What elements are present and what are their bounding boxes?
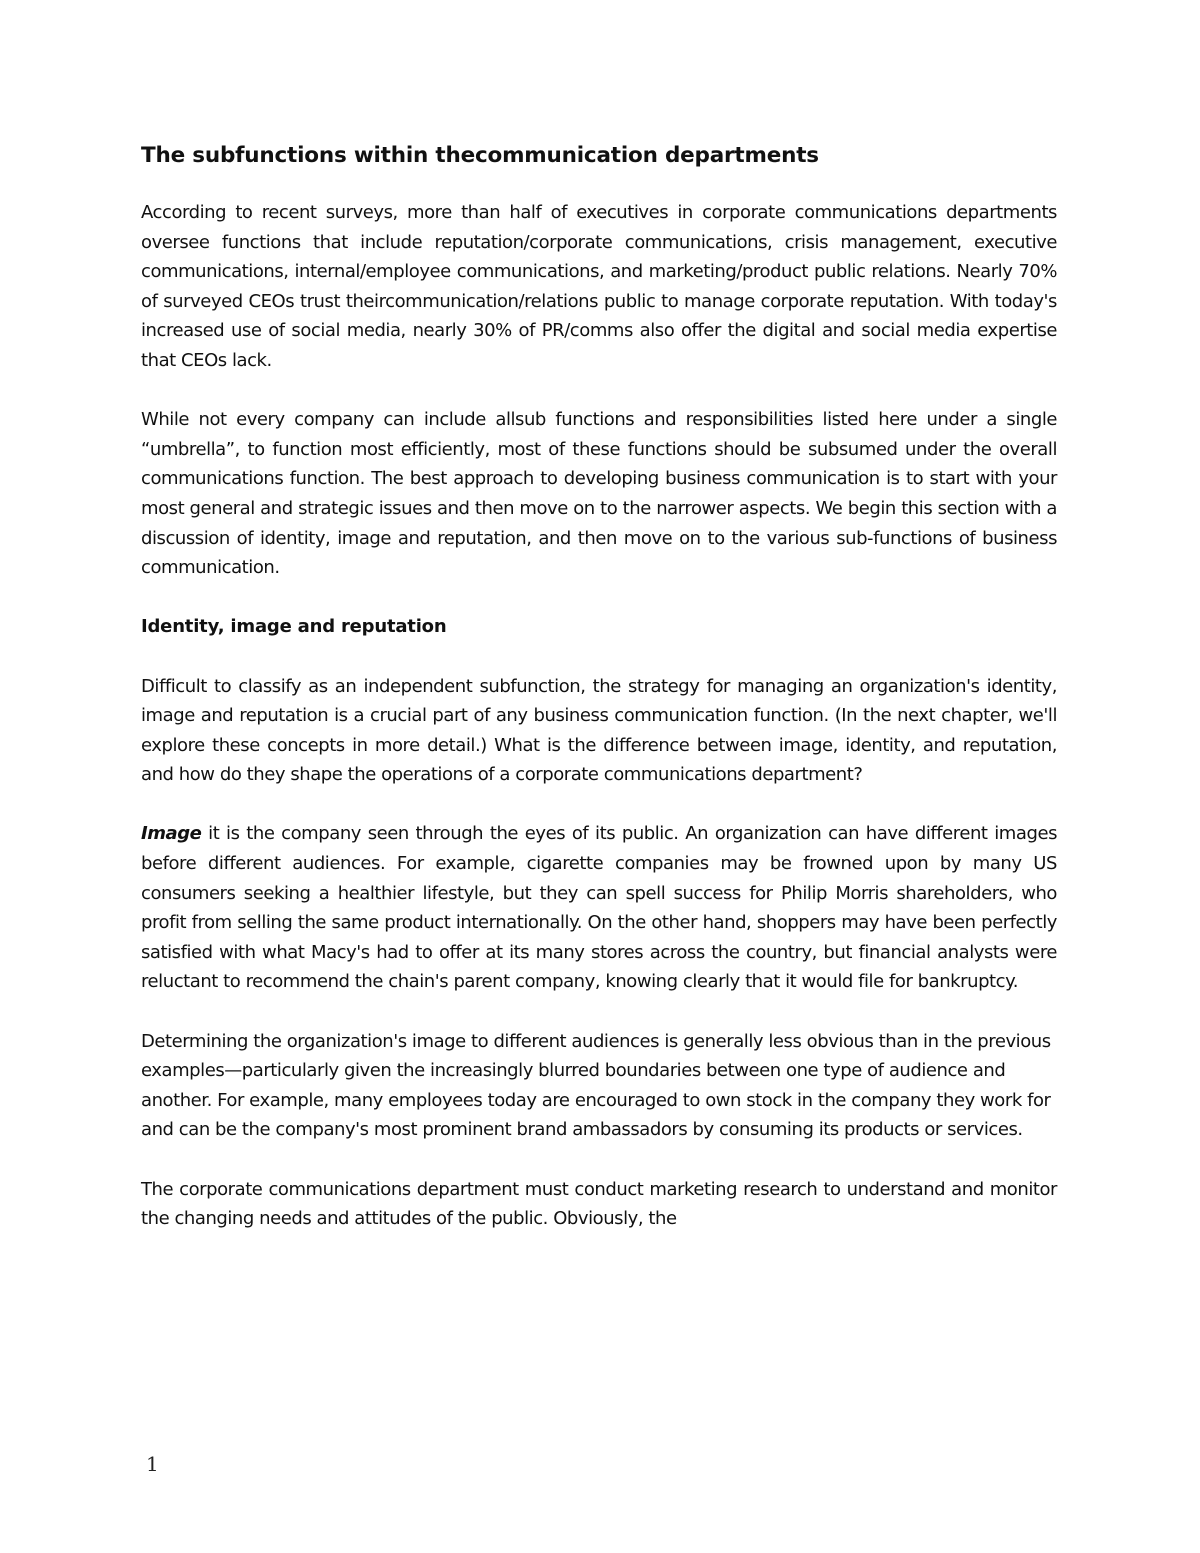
page-title: The subfunctions within thecommunication departments [141, 143, 819, 168]
section-paragraph-1: Difficult to classify as an independent subfunction, the strategy for managing an organization's identity, image and reputation is a crucial part of any business communication function. (In the next chapter, we'll explore these concepts in more detail.) What is the difference between image, identity, and reputation, and how do they shape the operations of a corporate communications department? [141, 675, 1057, 786]
page-content [141, 140, 1057, 1263]
image-paragraph [141, 819, 1057, 997]
image-term: Image [141, 823, 202, 845]
intro-paragraph-2: While not every company can include allsub functions and responsibilities listed here under a single “umbrella”, to function most efficiently, most of these functions should be subsumed under the overall communications function. The best approach to developing business communication is to start with your most general and strategic issues and then move on to the narrower aspects. We begin this section with a discussion of identity, image and reputation, and then move on to the various sub-functions of business communication. [141, 409, 1057, 579]
intro-paragraph-1: According to recent surveys, more than half of executives in corporate communications departments oversee functions that include reputation/corporate communications, crisis management, executive communications, internal/employee communications, and marketing/product public relations. Nearly 70% of surveyed CEOs trust theircommunication/relations public to manage corporate reputation. With today's increased use of social media, nearly 30% of PR/comms also offer the digital and social media expertise that CEOs lack. [141, 202, 1057, 371]
section-paragraph-3: Determining the organization's image to different audiences is generally less obvious than in the previous examples—particularly given the increasingly blurred boundaries between one type of audience and another. For example, many employees today are encouraged to own stock in the company they work for and can be the company's most prominent brand ambassadors by consuming its products or services. [141, 1030, 1051, 1141]
image-paragraph-text: it is the company seen through the eyes of its public. An organization can have different images before different audiences. For example, cigarette companies may be frowned upon by many US consumers seeking a healthier lifestyle, but they can spell success for Philip Morris shareholders, who profit from selling the same product internationally. On the other hand, shoppers may have been perfectly satisfied with what Macy's had to offer at its many stores across the country, but financial analysts were reluctant to recommend the chain's parent company, knowing clearly that it would file for bankruptcy. [141, 823, 1057, 993]
section-heading: Identity, image and reputation [141, 616, 447, 638]
section-paragraph-4: The corporate communications department must conduct marketing research to understand and monitor the changing needs and attitudes of the public. Obviously, the [141, 1178, 1057, 1230]
page-number: 1 [146, 1452, 159, 1476]
